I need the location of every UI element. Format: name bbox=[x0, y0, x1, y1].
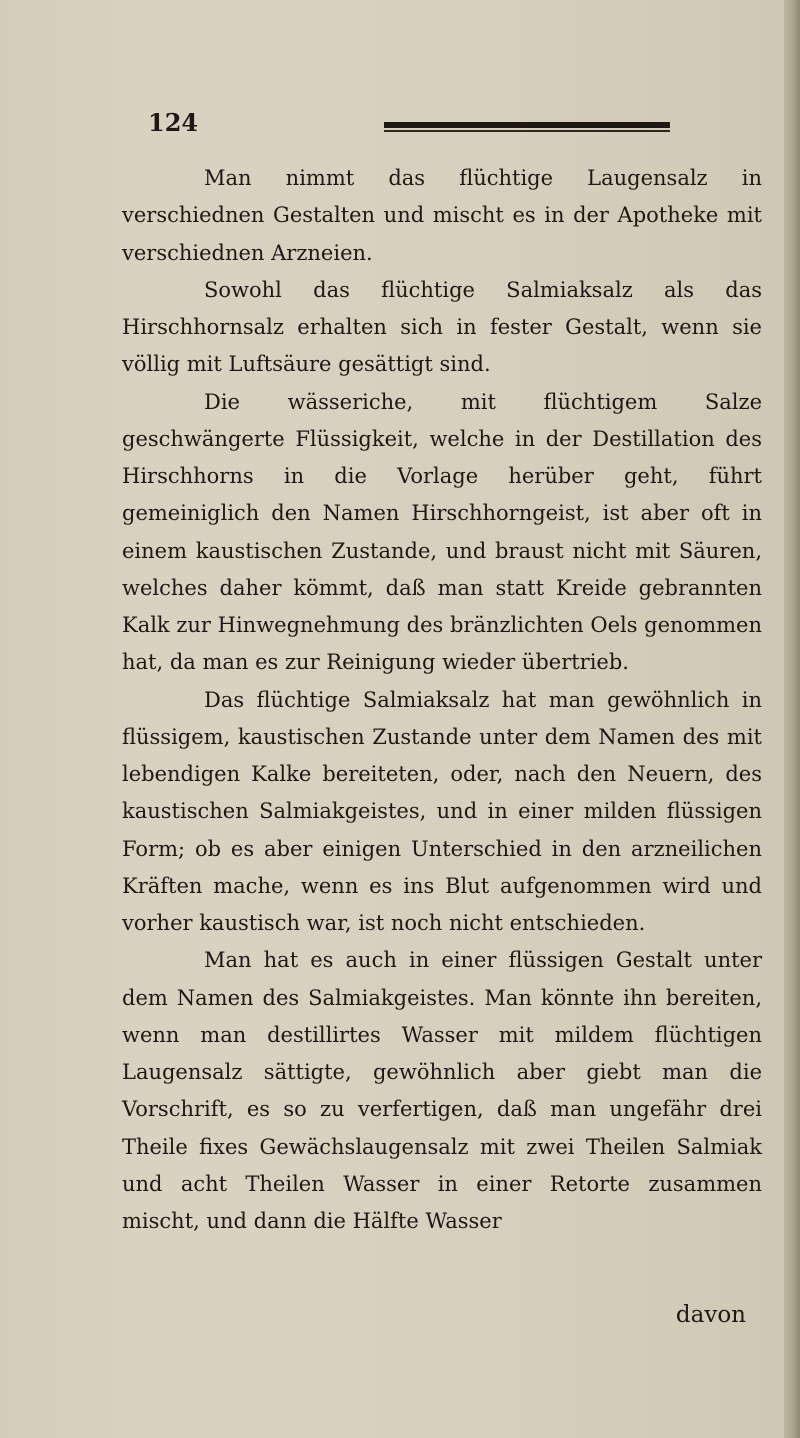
paragraph-kaustischer-salmiakgeist: Das flüchtige Salmiaksalz hat man gewöhnlich in flüssigem, kaustischen Zustande unter dem Namen des mit lebendigen Kalke bereiteten, oder, nach den Neuern, des kaustischen Salmiakgeistes, und in einer milden flüssigen Form; ob es aber einigen Unterschied in den arzneilichen Kräften mache, wenn es ins Blut aufgenommen wird und vorher kaustisch war, ist noch nicht entschieden. bbox=[122, 687, 762, 935]
paragraph-salmiakgeist-bereitung: Man hat es auch in einer flüssigen Gestalt unter dem Namen des Salmiakgeistes. Man könnte ihn bereiten, wenn man destillirtes Wasser mit mildem flüchtigen Laugensalz sättigte, gewöhnlich aber giebt man die Vorschrift, es so zu verfertigen, daß man ungefähr drei Theile fixes Gewächslaugensalz mit zwei Theilen Salmiak und acht Theilen Wasser in einer Retorte zusammen mischt, und dann die Hälfte Wasser bbox=[122, 948, 762, 1233]
header-rule bbox=[384, 120, 670, 130]
page-header bbox=[148, 108, 748, 148]
paragraph-hirschhorngeist: Die wässeriche, mit flüchtigem Salze geschwängerte Flüssigkeit, welche in der Destillation des Hirschhorns in die Vorlage herüber geht, führt gemeiniglich den Namen Hirschhorngeist, ist aber oft in einem kaustischen Zustande, und braust nicht mit Säuren, welches daher kömmt, daß man statt Kreide gebrannten Kalk zur Hinwegnehmung des bränzlichten Oels genommen hat, da man es zur Reinigung wieder übertrieb. bbox=[122, 389, 762, 675]
header-rule-thin-line bbox=[384, 130, 670, 132]
header-rule-thick-line bbox=[384, 122, 670, 128]
paragraph-laugensalz-gestalten: Man nimmt das flüchtige Laugensalz in verschiednen Gestalten und mischt es in der Apotheke mit verschiednen Arzneien. bbox=[122, 166, 762, 265]
page-number: 124 bbox=[148, 108, 199, 137]
page-edge bbox=[784, 0, 800, 1438]
paragraph-salmiaksalz-fester-gestalt: Sowohl das flüchtige Salmiaksalz als das Hirschhornsalz erhalten sich in fester Gestalt, wenn sie völlig mit Luftsäure gesättigt sind. bbox=[122, 277, 762, 377]
catchword: davon bbox=[675, 1302, 746, 1328]
body-text bbox=[122, 160, 762, 1240]
